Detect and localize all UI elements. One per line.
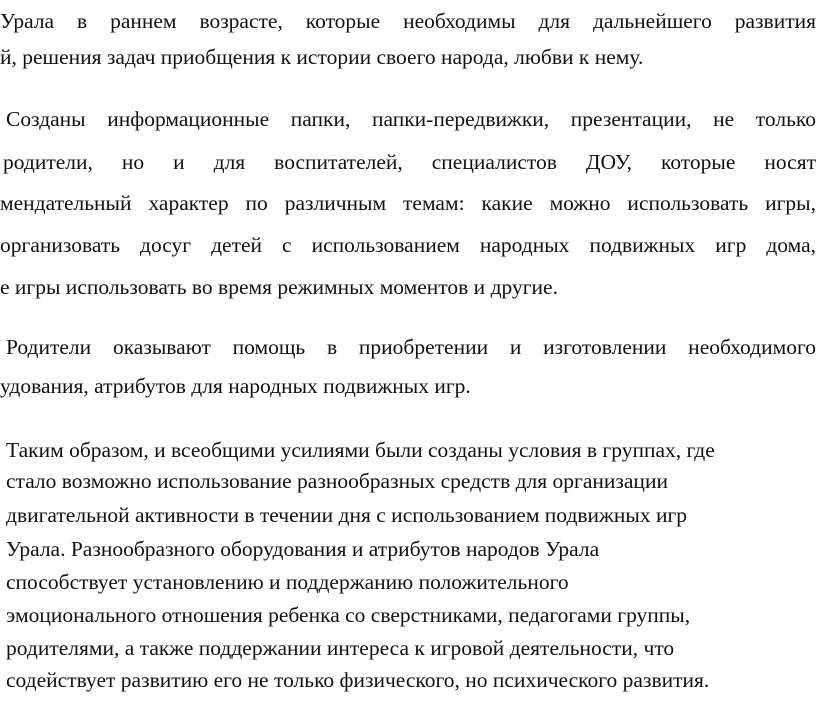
text-line: мендательный характер по различным темам: какие можно использовать игры, [0, 191, 816, 215]
text-line: Родители оказывают помощь в приобретении и изготовлении необходимого [6, 335, 816, 359]
text-line: эмоционального отношения ребенка со сверстниками, педагогами группы, [6, 603, 691, 627]
text-line: Урала в раннем возрасте, которые необходимы для дальнейшего развития [0, 9, 816, 33]
text-line: двигательной активности в течении дня с использованием подвижных игр [6, 503, 688, 527]
text-line: й, решения задач приобщения к истории своего народа, любви к нему. [0, 45, 644, 69]
text-line: способствует установлению и поддержанию положительного [6, 570, 569, 594]
text-line: удования, атрибутов для народных подвижных игр. [0, 374, 471, 398]
text-line: содействует развитию его не только физического, но психического развития. [6, 668, 710, 692]
text-line: Созданы информационные папки, папки-передвижки, презентации, не только [6, 107, 816, 131]
text-line: родителями, а также поддержании интереса к игровой деятельности, что [6, 636, 675, 660]
text-line: е игры использовать во время режимных моментов и другие. [0, 275, 558, 299]
text-line: стало возможно использование разнообразных средств для организации [6, 469, 668, 493]
text-line: организовать досуг детей с использованием народных подвижных игр дома, [0, 233, 816, 257]
text-line: родители, но и для воспитателей, специалистов ДОУ, которые носят [3, 150, 816, 174]
text-line: Урала. Разнообразного оборудования и атрибутов народов Урала [6, 537, 600, 561]
text-line: Таким образом, и всеобщими усилиями были созданы условия в группах, где [6, 438, 715, 462]
